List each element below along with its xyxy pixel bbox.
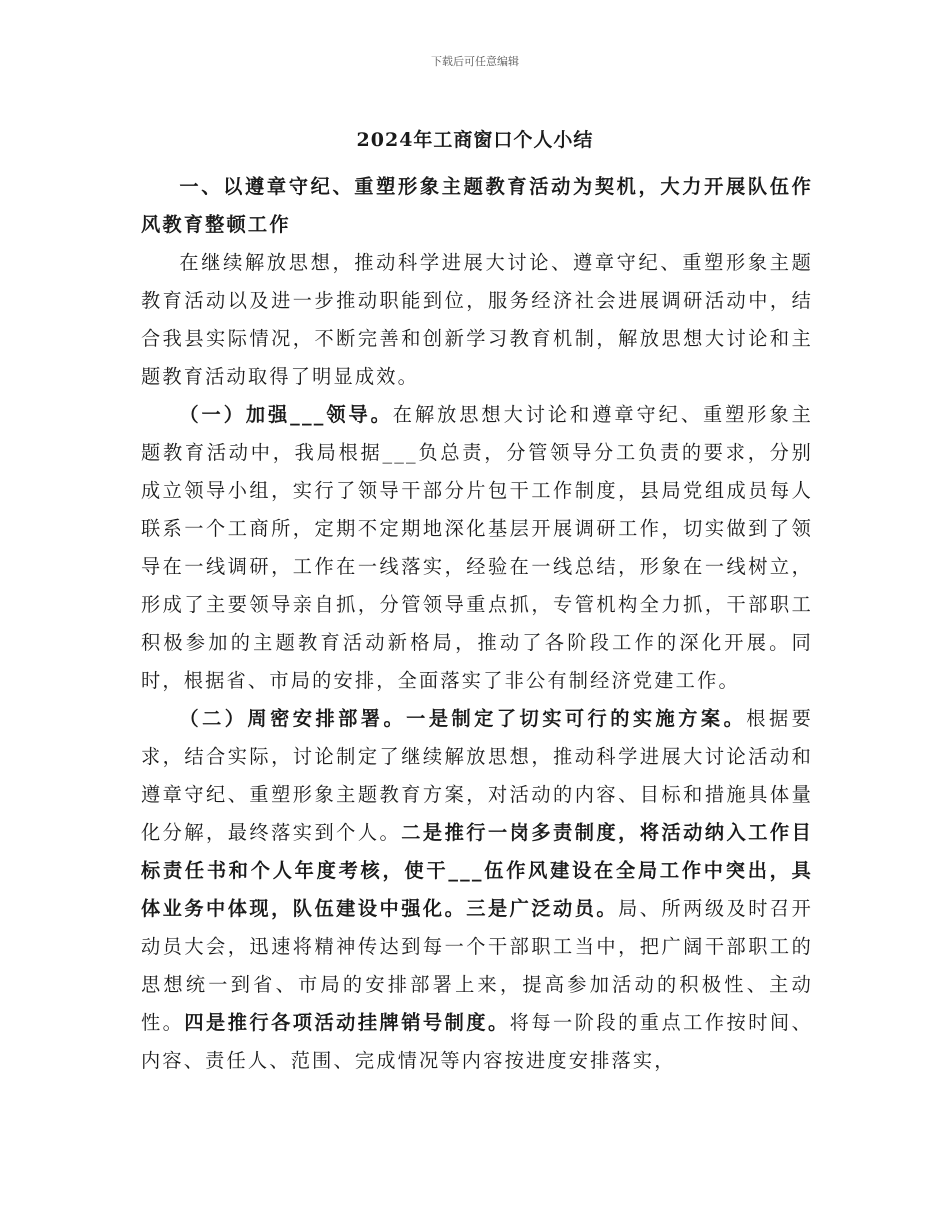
header-note: 下载后可任意编辑 <box>431 55 519 68</box>
document-title: 2024年工商窗口个人小结 <box>356 129 594 151</box>
section-heading: 一、以遵章守纪、重塑形象主题教育活动为契机，大力开展队伍作风教育整顿工作 <box>141 175 813 236</box>
point-4-heading: 四是推行各项活动挂牌销号制度。 <box>184 1011 510 1034</box>
point-3-heading: 三是广泛动员。 <box>466 897 619 920</box>
point-4-text: 将每一阶段的重点工作按时间、内容、责任人、范围、完成情况等内容按进度安排落实， <box>141 1011 813 1072</box>
point-1-heading: 一是制定了切实可行的实施方案。 <box>406 707 747 730</box>
point-3-text: 局、所两级及时召开动员大会，迅速将精神传达到每一个干部职工当中，把广阔干部职工的思想统一到省、市局的安排部署上来，提高参加活动的积极性、主动性。 <box>141 897 813 1034</box>
subheading-1: （一）加强___领导。 <box>179 403 393 426</box>
paragraph-2 <box>141 700 813 1080</box>
paragraph-1 <box>141 396 813 700</box>
subheading-2: （二）周密安排部署。 <box>179 707 407 730</box>
point-1-text: 根据要求，结合实际，讨论制定了继续解放思想，推动科学进展大讨论活动和遵章守纪、重塑形象主题教育方案，对活动的内容、目标和措施具体量化分解，最终落实到个人。 <box>141 707 814 844</box>
point-2-heading: 二是推行一岗多责制度，将活动纳入工作目标责任书和个人年度考核，使干___伍作风建设在全局工作中突出，具体业务中体现，队伍建设中强化。 <box>141 821 813 920</box>
paragraph-1-text: 在解放思想大讨论和遵章守纪、重塑形象主题教育活动中，我局根据___负总责，分管领导分工负责的要求，分别成立领导小组，实行了领导干部分片包干工作制度，县局党组成员每人联系一个工商所，定期不定期地深化基层开展调研工作，切实做到了领导在一线调研，工作在一线落实，经验在一线总结，形象在一线树立，形成了主要领导亲自抓，分管领导重点抓，专管机构全力抓，干部职工积极参加的主题教育活动新格局，推动了各阶段工作的深化开展。同时，根据省、市局的安排，全面落实了非公有制经济党建工作。 <box>141 403 813 692</box>
document-body <box>141 168 813 1080</box>
intro-paragraph: 在继续解放思想，推动科学进展大讨论、遵章守纪、重塑形象主题教育活动以及进一步推动职能到位，服务经济社会进展调研活动中，结合我县实际情况，不断完善和创新学习教育机制，解放思想大讨论和主题教育活动取得了明显成效。 <box>141 251 813 388</box>
